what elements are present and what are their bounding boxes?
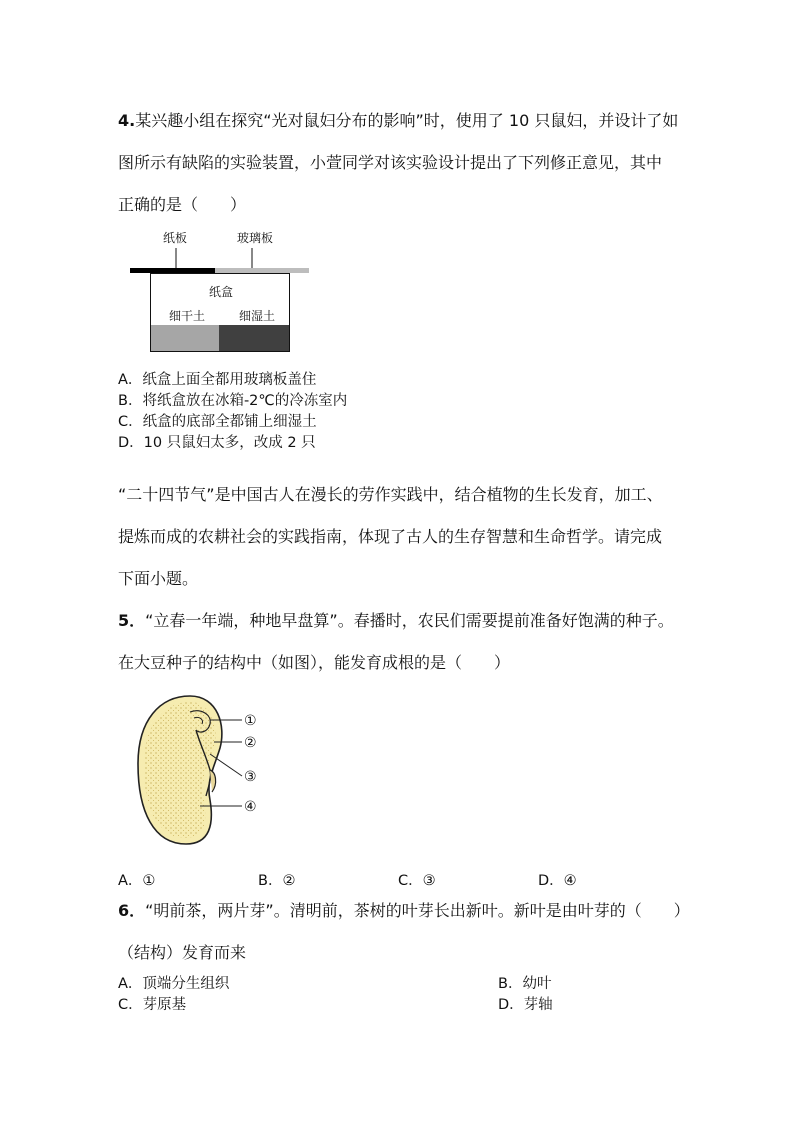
q4-option-c[interactable]: C．纸盒的底部全都铺上细湿土: [118, 414, 317, 430]
label-glass-board: 玻璃板: [237, 231, 274, 245]
label-paper-board: 纸板: [163, 231, 188, 245]
label-2: ②: [244, 735, 257, 751]
label-1: ①: [244, 713, 257, 729]
label-dry-soil: 细干土: [169, 309, 206, 323]
cotyledon: [144, 702, 216, 838]
q4-line-3: 正确的是（ ）: [118, 195, 247, 214]
q5-line-2: 在大豆种子的结构中（如图），能发育成根的是（ ）: [118, 653, 511, 672]
glass-board: [215, 268, 309, 273]
q6-option-b[interactable]: B．幼叶: [498, 976, 552, 992]
q4-option-d[interactable]: D．10 只鼠妇太多，改成 2 只: [118, 435, 316, 451]
q4-line-2: 图所示有缺陷的实验装置，小萱同学对该实验设计提出了下列修正意见，其中: [118, 153, 663, 172]
q4-experiment-figure: [125, 228, 315, 356]
label-paper-box: 纸盒: [209, 285, 234, 299]
q4-line-1: [118, 108, 678, 131]
q6-line-2: （结构）发育而来: [118, 943, 247, 962]
q6-text-1: “明前茶，两片芽”。清明前，茶树的叶芽长出新叶。新叶是由叶芽的（ ）: [145, 901, 690, 920]
intro-line-1: “二十四节气”是中国古人在漫长的劳作实践中，结合植物的生长发育，加工、: [118, 485, 663, 504]
q5-option-b[interactable]: B．②: [258, 873, 296, 889]
q6-line-1: [118, 898, 690, 921]
intro-line-3: 下面小题。: [118, 569, 199, 588]
q4-text-1: 某兴趣小组在探究“光对鼠妇分布的影响”时，使用了 10 只鼠妇，并设计了如: [135, 111, 679, 130]
dry-soil: [151, 325, 219, 351]
paper-board: [130, 268, 215, 273]
q5-line-1: [118, 608, 674, 631]
label-3: ③: [244, 769, 257, 785]
q4-option-b[interactable]: B．将纸盒放在冰箱-2℃的冷冻室内: [118, 393, 348, 409]
label-wet-soil: 细湿土: [239, 309, 276, 323]
q5-option-a[interactable]: A．①: [118, 873, 156, 889]
q5-number: 5．: [118, 611, 146, 630]
label-4: ④: [244, 799, 257, 815]
q5-option-c[interactable]: C．③: [398, 873, 436, 889]
q6-number: 6．: [118, 901, 146, 920]
wet-soil: [219, 325, 289, 351]
q5-text-1: “立春一年端，种地早盘算”。春播时，农民们需要提前准备好饱满的种子。: [145, 611, 674, 630]
intro-line-2: 提炼而成的农耕社会的实践指南，体现了古人的生存智慧和生命哲学。请完成: [118, 527, 663, 546]
radicle: [210, 770, 216, 792]
soybean-seed-figure: [130, 692, 270, 852]
q6-option-d[interactable]: D．芽轴: [498, 997, 553, 1013]
q4-number: 4.: [118, 111, 136, 130]
q4-option-a[interactable]: A．纸盒上面全都用玻璃板盖住: [118, 372, 317, 388]
q6-option-c[interactable]: C．芽原基: [118, 997, 187, 1013]
q6-option-a[interactable]: A．顶端分生组织: [118, 976, 230, 992]
q5-option-d[interactable]: D．④: [538, 873, 577, 889]
